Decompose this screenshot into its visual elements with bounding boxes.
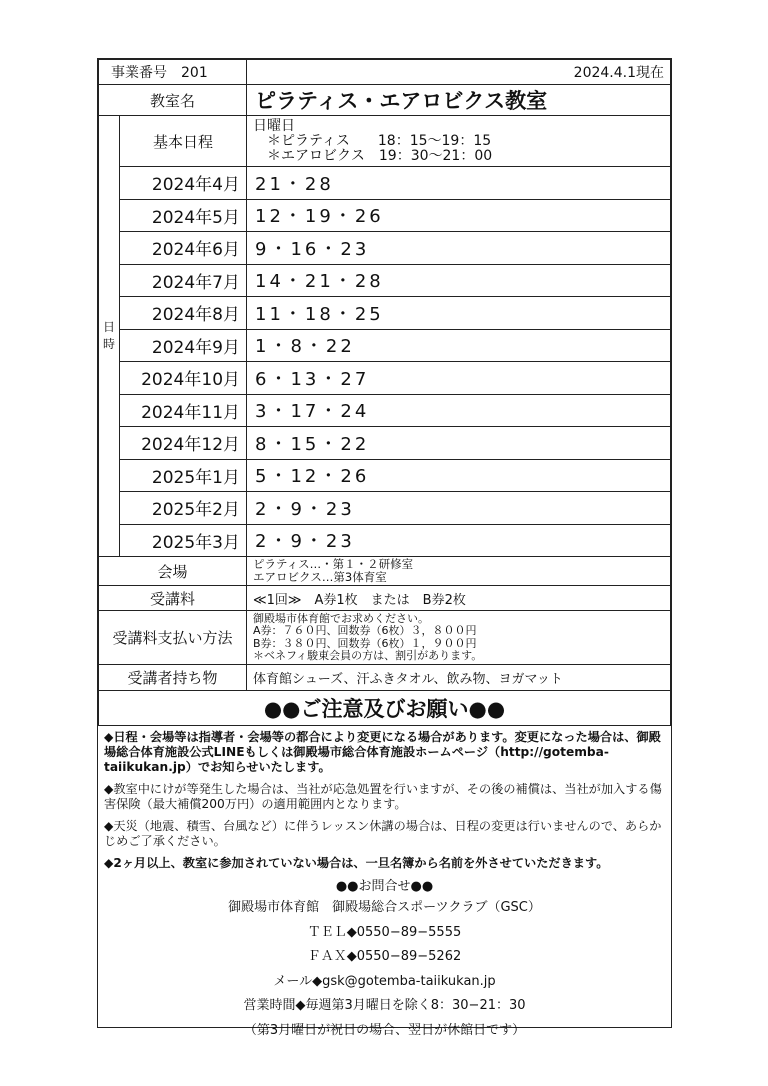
month-row [99,427,671,460]
info-sheet [97,58,672,1038]
note-item: ◆2ヶ月以上、教室に参加されていない場合は、一旦名簿から名前を外させていただきます。 [104,856,609,870]
contact-section [98,878,671,1043]
month-row [99,362,671,395]
payment-label: 受講料支払い方法 [99,611,247,665]
note-item: ◆教室中にけが等発生した場合は、当社が応急処置を行いますが、その後の補償は、当社が加入する傷害保険（最大補償200万円）の適用範囲内となります。 [104,782,662,811]
datetime-vertical-label [99,116,120,557]
month-days: 2・9・23 [247,492,671,525]
month-days: 11・18・25 [247,297,671,330]
contact-holiday-note: （第3月曜日が祝日の場合、翌日が休館日です） [243,1022,526,1038]
month-row [99,524,671,557]
contact-fax: ＦＡＸ◆0550−89−5262 [307,949,462,964]
month-row [99,329,671,362]
month-label: 2025年2月 [120,492,247,525]
month-label: 2024年10月 [120,362,247,395]
month-row [99,264,671,297]
month-days: 2・9・23 [247,524,671,557]
month-label: 2024年7月 [120,264,247,297]
month-label: 2024年6月 [120,232,247,265]
class-name: ピラティス・エアロビクス教室 [247,85,671,116]
notice-title: ●●ご注意及びお願い●● [99,691,671,726]
payment-line: A券：７６０円、回数券（6枚）３，８００円 [253,624,477,637]
month-days: 12・19・26 [247,199,671,232]
month-label: 2024年5月 [120,199,247,232]
schedule-table [98,59,671,726]
as-of-date: 2024.4.1現在 [247,60,671,85]
month-days: 9・16・23 [247,232,671,265]
contact-heading: ●●お問合せ●● [335,879,434,894]
payment-line: B券：３８０円、回数券（6枚）１，９００円 [253,636,477,650]
payment-line: ＊ベネフィ駿東会員の方は、割引があります。 [253,649,483,662]
month-label: 2024年11月 [120,394,247,427]
contact-tel: ＴＥＬ◆0550−89−5555 [307,924,462,940]
month-days: 1・8・22 [247,329,671,362]
month-days: 6・13・27 [247,362,671,395]
venue-label: 会場 [99,557,247,586]
schedule-detail [247,116,671,167]
contact-org: 御殿場市体育館 御殿場総合スポーツクラブ（GSC） [228,900,541,915]
schedule-aerobics: ＊エアロビクス 19：30〜21：00 [253,147,493,164]
venue-detail [247,557,671,586]
payment-detail [247,611,671,665]
items-label: 受講者持ち物 [99,665,247,691]
month-row [99,459,671,492]
schedule-day: 日曜日 [253,117,296,134]
class-label: 教室名 [99,85,247,116]
schedule-pilates: ＊ピラティス 18：15〜19：15 [253,132,492,149]
month-row [99,167,671,200]
venue-aerobics: エアロビクス…第3体育室 [253,570,387,584]
month-days: 5・12・26 [247,459,671,492]
month-label: 2025年3月 [120,524,247,557]
month-days: 8・15・22 [247,427,671,460]
program-number: 事業番号 201 [99,60,247,85]
month-days: 14・21・28 [247,264,671,297]
month-label: 2024年12月 [120,427,247,460]
schedule-label: 基本日程 [120,116,247,167]
fee-label: 受講料 [99,586,247,611]
month-days: 21・28 [247,167,671,200]
month-row [99,232,671,265]
fee-value: ≪1回≫ A券1枚 または B券2枚 [247,586,671,611]
month-row [99,297,671,330]
note-item: ◆日程・会場等は指導者・会場等の都合により変更になる場合があります。変更になった場合は、御殿場総合体育施設公式LINEもしくは御殿場市総合体育施設ホームページ（http://gotemba-taiikukan.jp）でお知らせいたします。 [104,730,661,774]
month-label: 2025年1月 [120,459,247,492]
contact-hours: 営業時間◆毎週第3月曜日を除く8：30−21：30 [243,998,526,1013]
month-label: 2024年9月 [120,329,247,362]
items-value: 体育館シューズ、汗ふきタオル、飲み物、ヨガマット [247,665,671,691]
contact-mail: メール◆gsk@gotemba-taiikukan.jp [273,973,496,989]
notes-section [98,726,671,871]
month-days: 3・17・24 [247,394,671,427]
note-item: ◆天災（地震、積雪、台風など）に伴うレッスン休講の場合は、日程の変更は行いませんので、あらかじめご了承ください。 [104,819,662,848]
month-row [99,394,671,427]
month-row [99,492,671,525]
month-row [99,199,671,232]
payment-line: 御殿場市体育館でお求めください。 [253,611,430,625]
month-label: 2024年4月 [120,167,247,200]
datetime-vertical-text: 日時 [103,320,116,351]
venue-pilates: ピラティス…・第１・２研修室 [253,557,414,571]
month-label: 2024年8月 [120,297,247,330]
